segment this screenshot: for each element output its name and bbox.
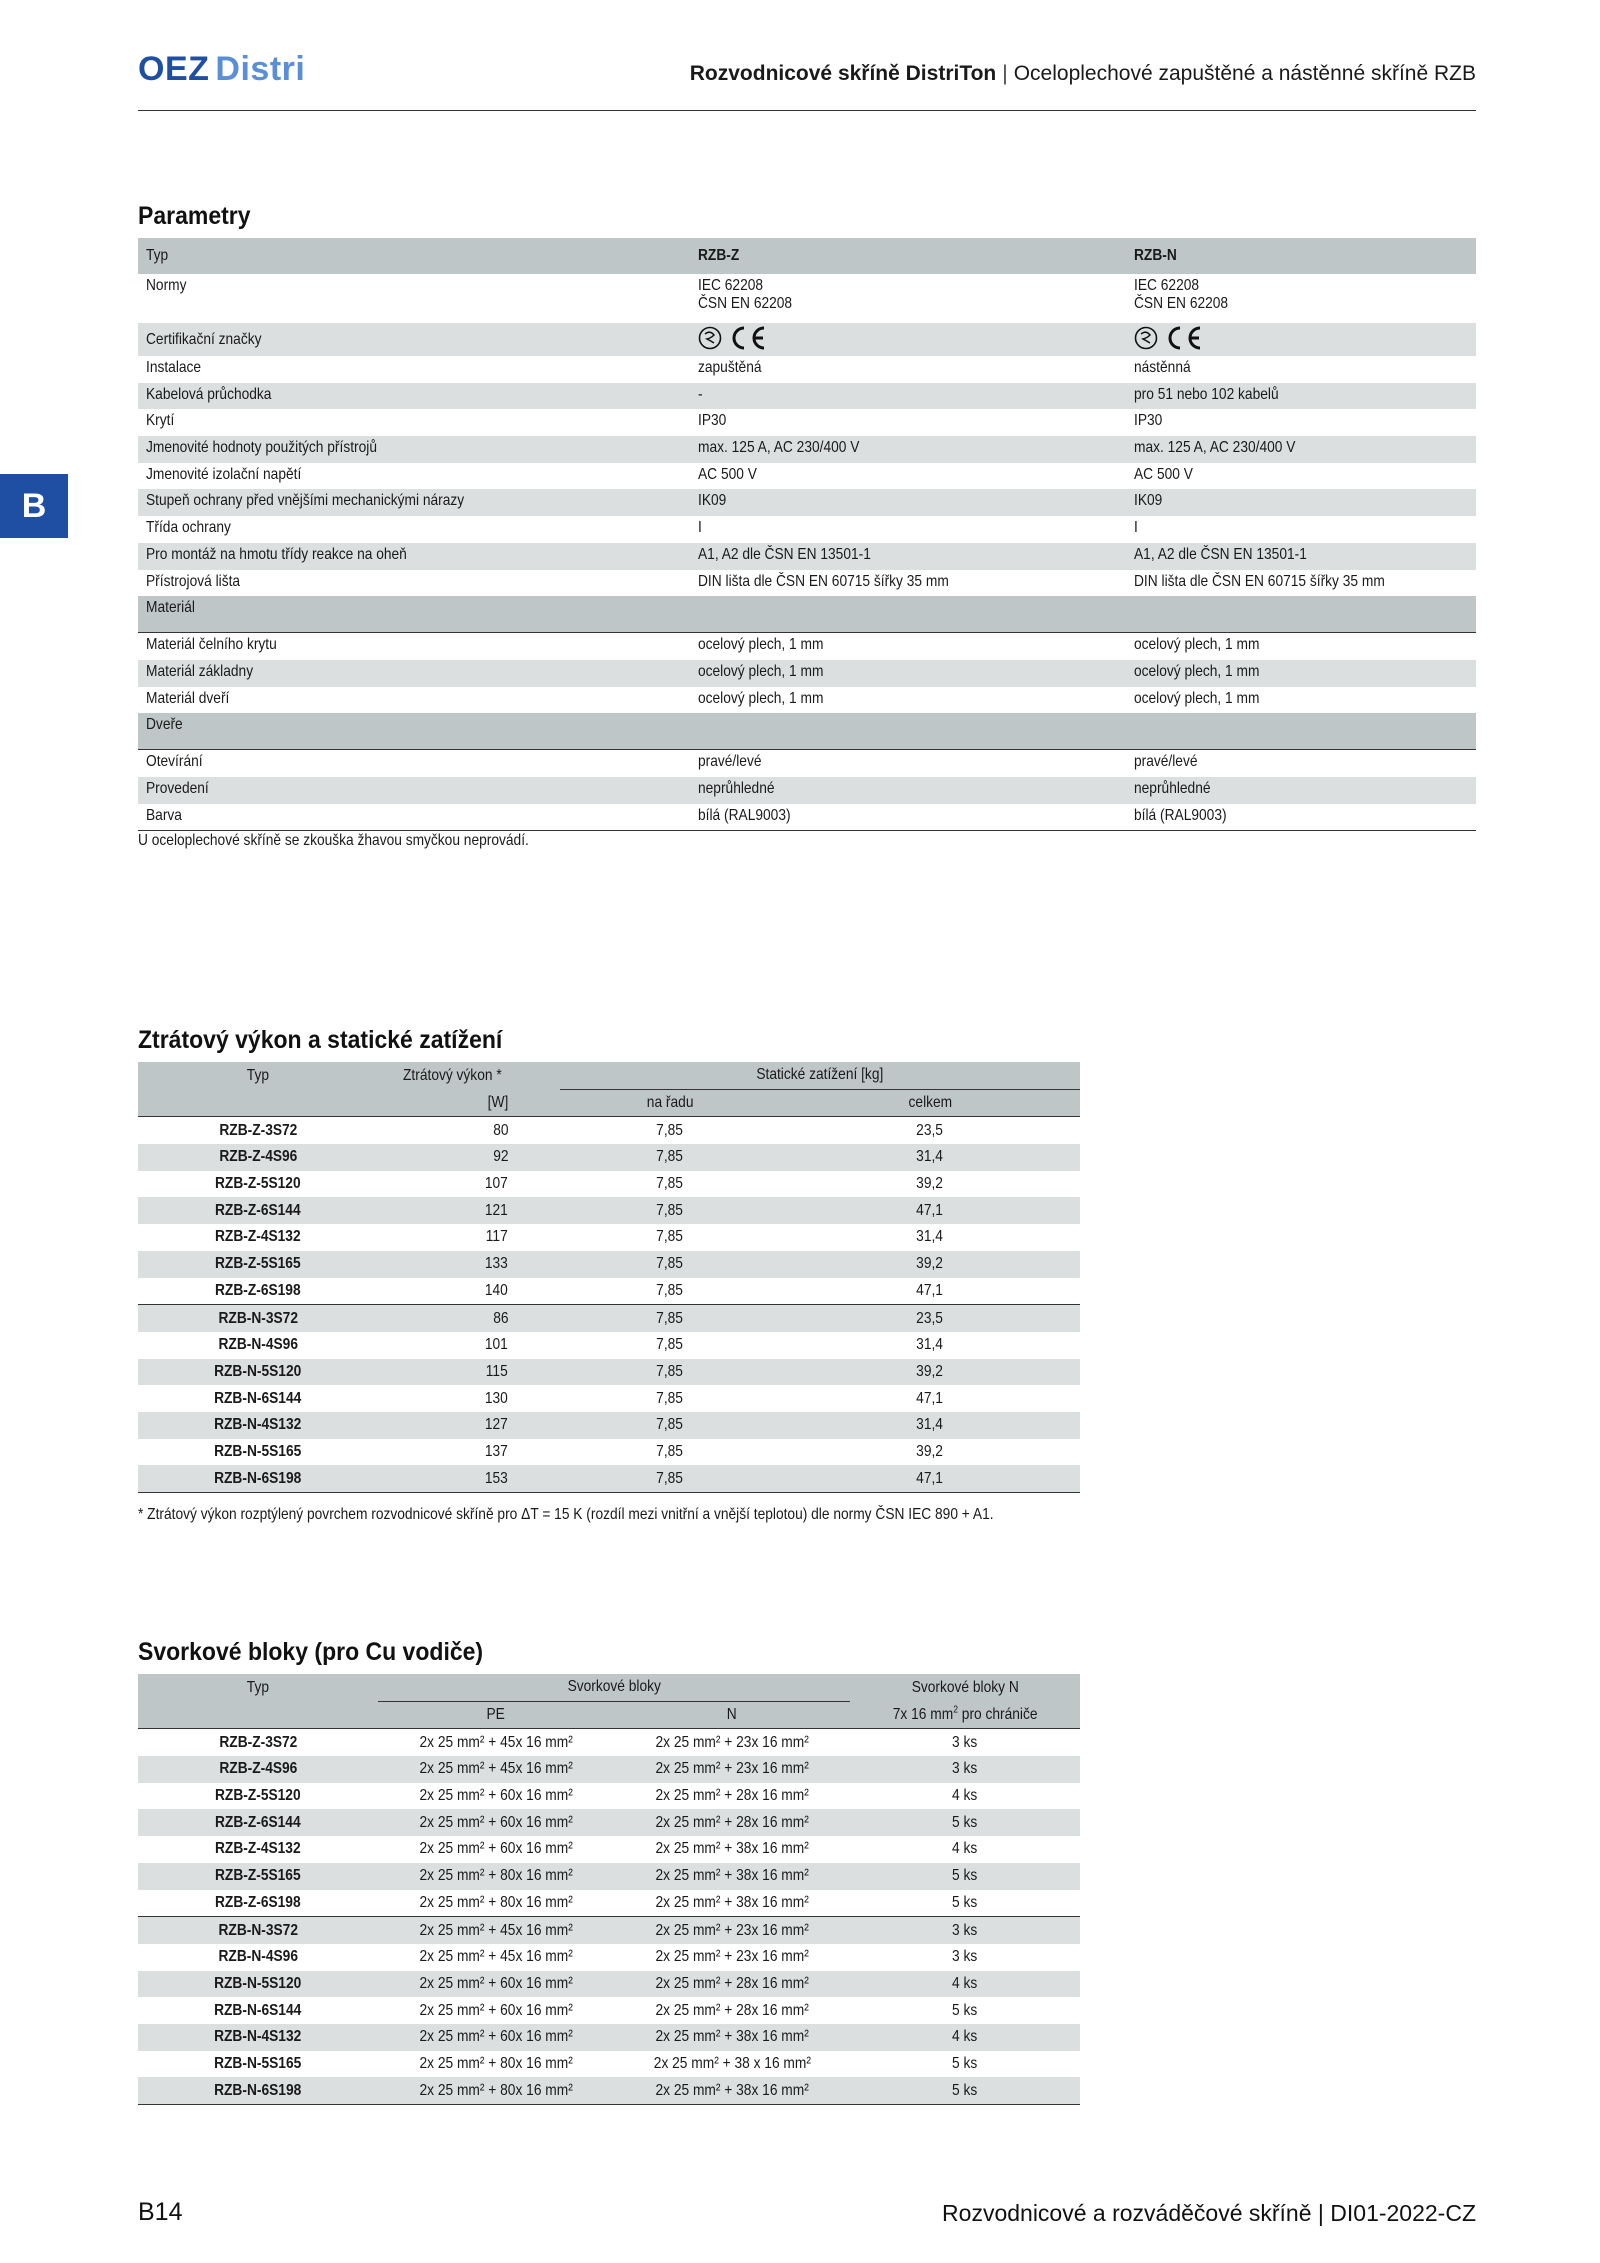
esc-cert-icon [1134, 326, 1158, 350]
svk-typ: RZB-N-6S198 [214, 2081, 302, 2099]
col-typ: Typ [146, 247, 169, 264]
param-value-n: nástěnná [1134, 359, 1191, 376]
ztr-vykon: 153 [485, 1469, 509, 1487]
ztr-typ: RZB-Z-3S72 [219, 1121, 297, 1139]
svk-pe: 2x 25 mm² + 80x 16 mm² [419, 2081, 573, 2099]
svorkove-row [138, 1729, 1080, 1756]
param-row [138, 436, 1476, 463]
param-label: Materiál základny [146, 662, 254, 680]
ztr-celkem: 47,1 [916, 1201, 944, 1219]
cert-label: Certifikační značky [146, 330, 262, 348]
ztr-na-radu: 7,85 [656, 1362, 684, 1380]
svk-n: 2x 25 mm² + 23x 16 mm² [655, 1760, 809, 1778]
svk-n: 2x 25 mm² + 28x 16 mm² [655, 1813, 809, 1831]
param-row [138, 356, 1476, 383]
ztratovy-row [138, 1144, 1080, 1171]
ztratovy-row [138, 1412, 1080, 1439]
parametry-table [138, 238, 1476, 831]
svk-typ: RZB-Z-6S144 [215, 1813, 301, 1831]
ztr-vykon: 133 [485, 1255, 509, 1273]
ztr-na-radu: 7,85 [656, 1175, 684, 1193]
normy-label: Normy [146, 277, 187, 294]
svk-typ: RZB-N-5S165 [214, 2054, 302, 2072]
svorkove-row [138, 2051, 1080, 2078]
param-row [138, 543, 1476, 570]
svk-n: 2x 25 mm² + 38x 16 mm² [655, 2081, 809, 2099]
param-value-z: pravé/levé [698, 753, 762, 771]
param-value-n: pro 51 nebo 102 kabelů [1134, 385, 1279, 403]
ztratovy-row [138, 1332, 1080, 1359]
ztratovy-title: Ztrátový výkon a statické zatížení [138, 1026, 503, 1054]
svk-pe: 2x 25 mm² + 60x 16 mm² [419, 1813, 573, 1831]
normy-z-1: IEC 62208 [698, 277, 764, 294]
svorkove-row [138, 1756, 1080, 1783]
svk-ks: 5 ks [952, 2081, 978, 2099]
dvere-header-label: Dveře [146, 716, 183, 734]
svk-col-typ: Typ [246, 1678, 270, 1696]
param-row [138, 570, 1476, 597]
param-row [138, 489, 1476, 516]
svk-typ: RZB-N-6S144 [214, 2001, 302, 2019]
footer-doc-ref: Rozvodnicové a rozváděčové skříně | DI01-2022-CZ [942, 2200, 1476, 2226]
ztr-celkem: 39,2 [916, 1442, 944, 1460]
svorkove-title: Svorkové bloky (pro Cu vodiče) [138, 1638, 484, 1666]
ztr-celkem: 31,4 [916, 1336, 944, 1354]
param-label: Materiál čelního krytu [146, 636, 277, 654]
ztr-vykon: 115 [486, 1362, 509, 1380]
ztratovy-table [138, 1062, 1080, 1493]
svk-col-pe: PE [486, 1706, 506, 1724]
ztr-celkem: 39,2 [916, 1362, 944, 1380]
param-row [138, 463, 1476, 490]
svk-n: 2x 25 mm² + 38x 16 mm² [655, 2028, 809, 2046]
ce-mark-icon [1164, 325, 1204, 351]
svk-ks: 5 ks [952, 1813, 978, 1831]
svk-chranice-pre: 7x 16 mm [892, 1705, 954, 1723]
svk-n: 2x 25 mm² + 28x 16 mm² [655, 1974, 809, 1992]
parametry-note-text: U oceloplechové skříně se zkouška žhavou smyčkou neprovádí. [138, 832, 529, 849]
svk-ks: 4 ks [952, 1974, 978, 1992]
svorkove-row [138, 2077, 1080, 2104]
header-rule [138, 110, 1476, 111]
ztr-col-vykon: Ztrátový výkon * [403, 1066, 502, 1084]
material-header-label: Materiál [146, 599, 195, 617]
ztr-typ: RZB-Z-5S120 [215, 1175, 301, 1193]
ztr-typ: RZB-N-3S72 [218, 1309, 298, 1327]
param-value-z: zapuštěná [698, 359, 762, 376]
svk-typ: RZB-Z-4S132 [215, 1840, 301, 1858]
param-label: Otevírání [146, 753, 203, 771]
param-row [138, 633, 1476, 660]
svorkove-header-row-2 [138, 1701, 1080, 1729]
ztr-col-na-radu: na řadu [646, 1094, 694, 1112]
svorkove-row [138, 1971, 1080, 1998]
ztr-typ: RZB-Z-6S144 [215, 1201, 301, 1219]
param-value-z: - [698, 385, 703, 403]
ztr-na-radu: 7,85 [656, 1228, 684, 1246]
param-value-z: IP30 [698, 412, 727, 430]
ztr-na-radu: 7,85 [656, 1416, 684, 1434]
cert-icons-n [1134, 325, 1204, 351]
ztr-typ: RZB-N-4S132 [214, 1416, 302, 1434]
ztr-vykon: 127 [485, 1416, 509, 1434]
svk-ks: 5 ks [952, 1867, 978, 1885]
ztr-vykon: 130 [485, 1389, 509, 1407]
normy-row [138, 274, 1476, 323]
ztr-typ: RZB-N-5S120 [214, 1362, 302, 1380]
svk-pe: 2x 25 mm² + 45x 16 mm² [419, 1948, 573, 1966]
ztr-vykon: 86 [493, 1309, 509, 1327]
param-row [138, 660, 1476, 687]
parametry-header-row [138, 238, 1476, 274]
header-separator: | [1002, 62, 1008, 85]
svk-chranice-post: pro chrániče [957, 1705, 1038, 1723]
param-value-n: max. 125 A, AC 230/400 V [1134, 439, 1296, 457]
ztratovy-row [138, 1171, 1080, 1198]
cert-icons-z [698, 325, 768, 351]
svk-pe: 2x 25 mm² + 80x 16 mm² [419, 1867, 573, 1885]
ztratovy-row [138, 1224, 1080, 1251]
param-value-z: AC 500 V [698, 465, 757, 483]
param-label: Instalace [146, 359, 202, 376]
param-label: Jmenovité hodnoty použitých přístrojů [146, 439, 377, 457]
ztr-typ: RZB-Z-4S96 [219, 1148, 297, 1166]
ztratovy-row [138, 1251, 1080, 1278]
header-title-bold: Rozvodnicové skříně DistriTon [689, 62, 997, 85]
col-rzb-z: RZB-Z [698, 247, 740, 264]
param-value-n: IK09 [1134, 492, 1163, 510]
cert-row [138, 323, 1476, 356]
svorkove-row [138, 1863, 1080, 1890]
param-label: Stupeň ochrany před vnějšími mechanickými nárazy [146, 492, 465, 510]
ztratovy-header-row-1 [138, 1062, 1080, 1089]
param-label: Přístrojová lišta [146, 572, 241, 590]
ztr-na-radu: 7,85 [656, 1336, 684, 1354]
svk-typ: RZB-Z-6S198 [215, 1893, 301, 1911]
svk-pe: 2x 25 mm² + 60x 16 mm² [419, 1974, 573, 1992]
svk-n: 2x 25 mm² + 28x 16 mm² [655, 2001, 809, 2019]
param-value-n: AC 500 V [1134, 465, 1193, 483]
ztr-vykon: 140 [485, 1281, 509, 1299]
param-row [138, 804, 1476, 831]
ztr-typ: RZB-N-6S144 [214, 1389, 302, 1407]
ztratovy-row [138, 1278, 1080, 1305]
svk-n: 2x 25 mm² + 28x 16 mm² [655, 1787, 809, 1805]
svk-typ: RZB-Z-3S72 [219, 1733, 297, 1751]
ztr-na-radu: 7,85 [656, 1309, 684, 1327]
normy-z-2: ČSN EN 62208 [698, 295, 793, 312]
svorkove-row [138, 1997, 1080, 2024]
param-label: Kabelová průchodka [146, 385, 272, 403]
svk-pe: 2x 25 mm² + 60x 16 mm² [419, 2028, 573, 2046]
section-tab: B [0, 474, 68, 538]
param-value-n: neprůhledné [1134, 779, 1211, 797]
ztr-typ: RZB-Z-5S165 [215, 1255, 301, 1273]
param-value-n: A1, A2 dle ČSN EN 13501-1 [1134, 545, 1307, 563]
svk-typ: RZB-N-4S132 [214, 2028, 302, 2046]
svk-ks: 5 ks [952, 2054, 978, 2072]
svk-ks: 3 ks [952, 1921, 978, 1939]
svk-n: 2x 25 mm² + 38x 16 mm² [655, 1840, 809, 1858]
svorkove-header-row-1 [138, 1674, 1080, 1701]
ce-mark-icon [728, 325, 768, 351]
svk-n: 2x 25 mm² + 23x 16 mm² [655, 1948, 809, 1966]
svorkove-table [138, 1674, 1080, 2105]
svk-n: 2x 25 mm² + 23x 16 mm² [655, 1921, 809, 1939]
ztr-celkem: 47,1 [916, 1281, 944, 1299]
logo-sub: Distri [215, 50, 306, 88]
col-rzb-n: RZB-N [1134, 247, 1177, 264]
param-value-n: pravé/levé [1134, 753, 1198, 771]
ztr-typ: RZB-Z-6S198 [215, 1281, 301, 1299]
svk-typ: RZB-N-3S72 [218, 1921, 298, 1939]
param-row [138, 750, 1476, 777]
param-label: Materiál dveří [146, 689, 230, 707]
ztr-typ: RZB-Z-4S132 [215, 1228, 301, 1246]
ztratovy-row [138, 1117, 1080, 1144]
svk-col-bloky-n: Svorkové bloky N [911, 1678, 1019, 1696]
svorkove-row [138, 1917, 1080, 1944]
param-row [138, 516, 1476, 543]
param-value-n: DIN lišta dle ČSN EN 60715 šířky 35 mm [1134, 572, 1385, 590]
svk-n: 2x 25 mm² + 38 x 16 mm² [653, 2054, 811, 2072]
svk-pe: 2x 25 mm² + 45x 16 mm² [419, 1760, 573, 1778]
svk-typ: RZB-Z-5S120 [215, 1787, 301, 1805]
svk-ks: 3 ks [952, 1948, 978, 1966]
svk-col-bloky: Svorkové bloky [567, 1678, 661, 1696]
ztr-vykon: 117 [486, 1228, 509, 1246]
ztr-vykon: 101 [485, 1336, 509, 1354]
dvere-header [138, 713, 1476, 750]
normy-n-2: ČSN EN 62208 [1134, 295, 1229, 312]
svk-chranice-sup: 2 [953, 1704, 958, 1716]
ztr-typ: RZB-N-5S165 [214, 1442, 302, 1460]
param-value-z: I [698, 519, 702, 537]
svk-typ: RZB-N-4S96 [218, 1948, 298, 1966]
ztr-na-radu: 7,85 [656, 1389, 684, 1407]
svk-ks: 3 ks [952, 1760, 978, 1778]
ztr-col-unit: [W] [487, 1093, 509, 1111]
ztratovy-row [138, 1359, 1080, 1386]
ztr-col-typ: Typ [246, 1066, 270, 1084]
material-header [138, 596, 1476, 633]
svorkove-row [138, 2024, 1080, 2051]
param-value-n: ocelový plech, 1 mm [1134, 689, 1260, 707]
page-header-title [690, 62, 1476, 86]
svk-ks: 5 ks [952, 1893, 978, 1911]
svk-ks: 3 ks [952, 1733, 978, 1751]
ztr-na-radu: 7,85 [656, 1255, 684, 1273]
svorkove-row [138, 1890, 1080, 1917]
parametry-title: Parametry [138, 202, 251, 230]
svk-ks: 5 ks [952, 2001, 978, 2019]
esc-cert-icon [698, 326, 722, 350]
svk-n: 2x 25 mm² + 23x 16 mm² [655, 1733, 809, 1751]
ztratovy-note [138, 1506, 1133, 1524]
param-value-z: bílá (RAL9003) [698, 806, 791, 824]
logo-main: OEZ [138, 50, 210, 88]
svk-ks: 4 ks [952, 2028, 978, 2046]
svorkove-row [138, 1836, 1080, 1863]
ztr-celkem: 31,4 [916, 1148, 944, 1166]
svk-ks: 4 ks [952, 1787, 978, 1805]
ztratovy-row [138, 1385, 1080, 1412]
header-title-rest: Oceloplechové zapuštěné a nástěnné skříně RZB [1013, 62, 1476, 85]
ztr-celkem: 39,2 [916, 1255, 944, 1273]
param-value-n: IP30 [1134, 412, 1163, 430]
ztr-col-celkem: celkem [908, 1094, 952, 1112]
param-value-z: neprůhledné [698, 779, 775, 797]
ztr-vykon: 92 [493, 1148, 509, 1166]
ztr-vykon: 137 [485, 1442, 509, 1460]
ztr-na-radu: 7,85 [656, 1281, 684, 1299]
param-label: Třída ochrany [146, 519, 231, 537]
svk-pe: 2x 25 mm² + 60x 16 mm² [419, 2001, 573, 2019]
param-label: Jmenovité izolační napětí [146, 465, 302, 483]
ztratovy-row [138, 1439, 1080, 1466]
parametry-note [138, 832, 592, 850]
ztr-vykon: 107 [485, 1175, 509, 1193]
svk-typ: RZB-Z-4S96 [219, 1760, 297, 1778]
svk-typ: RZB-Z-5S165 [215, 1867, 301, 1885]
ztr-celkem: 31,4 [916, 1416, 944, 1434]
param-label: Provedení [146, 779, 209, 797]
svk-pe: 2x 25 mm² + 80x 16 mm² [419, 2054, 573, 2072]
ztr-vykon: 80 [493, 1121, 509, 1139]
ztratovy-row [138, 1197, 1080, 1224]
param-value-z: IK09 [698, 492, 727, 510]
svk-n: 2x 25 mm² + 38x 16 mm² [655, 1893, 809, 1911]
svk-pe: 2x 25 mm² + 60x 16 mm² [419, 1840, 573, 1858]
svk-pe: 2x 25 mm² + 45x 16 mm² [419, 1733, 573, 1751]
svk-typ: RZB-N-5S120 [214, 1974, 302, 1992]
ztr-vykon: 121 [485, 1201, 509, 1219]
param-value-n: ocelový plech, 1 mm [1134, 662, 1260, 680]
ztr-na-radu: 7,85 [656, 1201, 684, 1219]
ztr-na-radu: 7,85 [656, 1442, 684, 1460]
svorkove-row [138, 1809, 1080, 1836]
svk-ks: 4 ks [952, 1840, 978, 1858]
svk-n: 2x 25 mm² + 38x 16 mm² [655, 1867, 809, 1885]
ztr-na-radu: 7,85 [656, 1148, 684, 1166]
param-value-z: ocelový plech, 1 mm [698, 689, 824, 707]
ztr-celkem: 31,4 [916, 1228, 944, 1246]
ztr-celkem: 23,5 [916, 1121, 944, 1139]
ztr-typ: RZB-N-4S96 [218, 1336, 298, 1354]
ztr-celkem: 47,1 [916, 1389, 944, 1407]
ztr-celkem: 39,2 [916, 1175, 944, 1193]
svk-col-chranice [893, 1706, 1038, 1724]
param-value-n: ocelový plech, 1 mm [1134, 636, 1260, 654]
param-value-z: A1, A2 dle ČSN EN 13501-1 [698, 545, 871, 563]
page-number: B14 [138, 2198, 183, 2226]
param-value-z: DIN lišta dle ČSN EN 60715 šířky 35 mm [698, 572, 949, 590]
svk-col-n: N [727, 1706, 737, 1724]
ztr-na-radu: 7,85 [656, 1469, 684, 1487]
param-label: Pro montáž na hmotu třídy reakce na oheň [146, 545, 407, 563]
param-value-n: I [1134, 519, 1138, 537]
param-row [138, 383, 1476, 410]
svorkove-row [138, 1944, 1080, 1971]
param-row [138, 687, 1476, 714]
param-value-z: ocelový plech, 1 mm [698, 662, 824, 680]
svk-pe: 2x 25 mm² + 60x 16 mm² [419, 1787, 573, 1805]
ztr-celkem: 23,5 [916, 1309, 944, 1327]
ztr-celkem: 47,1 [916, 1469, 944, 1487]
param-label: Krytí [146, 412, 175, 430]
ztratovy-row [138, 1305, 1080, 1332]
svk-pe: 2x 25 mm² + 45x 16 mm² [419, 1921, 573, 1939]
ztr-typ: RZB-N-6S198 [214, 1469, 302, 1487]
oez-distri-logo [138, 50, 305, 89]
normy-n-1: IEC 62208 [1134, 277, 1200, 294]
ztratovy-note-text: * Ztrátový výkon rozptýlený povrchem rozvodnicové skříně pro ΔT = 15 K (rozdíl mezi vnitřní a vnější teplotou) dle normy ČSN IEC 890 + A1. [138, 1506, 994, 1523]
ztratovy-header-row-2 [138, 1089, 1080, 1117]
svorkove-row [138, 1783, 1080, 1810]
ztratovy-row [138, 1465, 1080, 1492]
ztr-col-zatizeni: Statické zatížení [kg] [756, 1066, 884, 1084]
svk-pe: 2x 25 mm² + 80x 16 mm² [419, 1893, 573, 1911]
param-label: Barva [146, 806, 182, 824]
param-row [138, 409, 1476, 436]
param-value-z: max. 125 A, AC 230/400 V [698, 439, 860, 457]
ztr-na-radu: 7,85 [656, 1121, 684, 1139]
param-value-n: bílá (RAL9003) [1134, 806, 1227, 824]
param-row [138, 777, 1476, 804]
param-value-z: ocelový plech, 1 mm [698, 636, 824, 654]
